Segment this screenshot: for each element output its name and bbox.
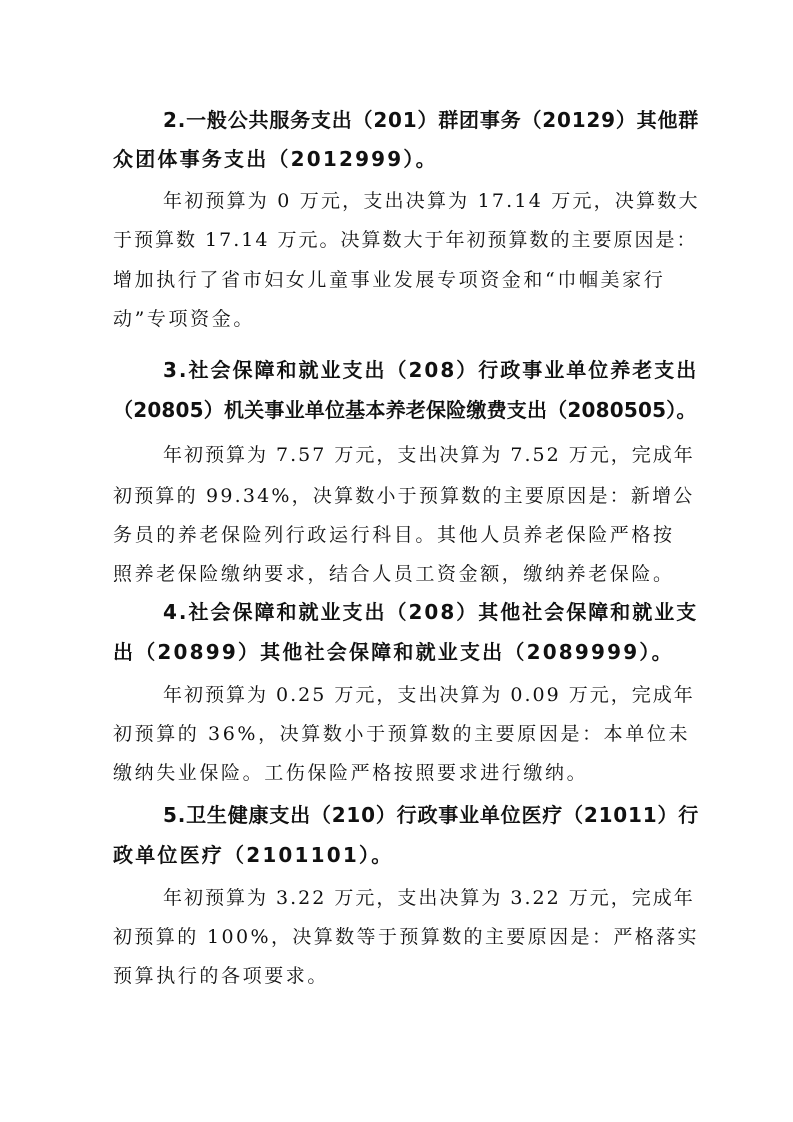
section-3-body-line-1: 年初预算为 7.57 万元，支出决算为 7.52 万元，完成年 — [163, 444, 695, 466]
section-5-body-line-1: 年初预算为 3.22 万元，支出决算为 3.22 万元，完成年 — [163, 887, 695, 909]
section-5-body-line-2: 初预算的 100%，决算数等于预算数的主要原因是：严格落实 — [113, 926, 699, 948]
section-5-heading-line-1: 5.卫生健康支出（210）行政事业单位医疗（21011）行 — [163, 803, 700, 827]
section-3-body-line-4: 照养老保险缴纳要求，结合人员工资金额，缴纳养老保险。 — [113, 563, 675, 585]
section-4-body-line-2: 初预算的 36%，决算数小于预算数的主要原因是：本单位未 — [113, 723, 691, 745]
section-2-body-line-2: 于预算数 17.14 万元。决算数大于年初预算数的主要原因是： — [113, 229, 698, 251]
section-4-heading-line-1: 4.社会保障和就业支出（208）其他社会保障和就业支 — [163, 600, 699, 624]
section-2-body-line-1: 年初预算为 0 万元，支出决算为 17.14 万元，决算数大 — [163, 190, 700, 212]
section-4-body-line-3: 缴纳失业保险。工伤保险严格按照要求进行缴纳。 — [113, 762, 589, 784]
section-2-heading-line-2: 众团体事务支出（2012999）。 — [113, 147, 438, 171]
section-4-heading-line-2: 出（20899）其他社会保障和就业支出（2089999）。 — [113, 640, 674, 664]
section-5-body-line-3: 预算执行的各项要求。 — [113, 965, 330, 987]
section-5-heading-line-2: 政单位医疗（2101101）。 — [113, 843, 394, 867]
section-2-body-line-3: 增加执行了省市妇女儿童事业发展专项资金和“巾帼美家行 — [113, 269, 666, 291]
section-3-heading-line-1: 3.社会保障和就业支出（208）行政事业单位养老支出 — [163, 358, 699, 382]
section-4-body-line-1: 年初预算为 0.25 万元，支出决算为 0.09 万元，完成年 — [163, 684, 695, 706]
section-3-heading-line-2: （20805）机关事业单位基本养老保险缴费支出（2080505）。 — [113, 398, 697, 422]
section-3-body-line-2: 初预算的 99.34%，决算数小于预算数的主要原因是：新增公 — [113, 485, 695, 507]
section-2-heading-line-1: 2.一般公共服务支出（201）群团事务（20129）其他群 — [163, 108, 700, 132]
section-3-body-line-3: 务员的养老保险列行政运行科目。其他人员养老保险严格按 — [113, 524, 675, 546]
section-2-body-line-4: 动”专项资金。 — [113, 308, 255, 330]
